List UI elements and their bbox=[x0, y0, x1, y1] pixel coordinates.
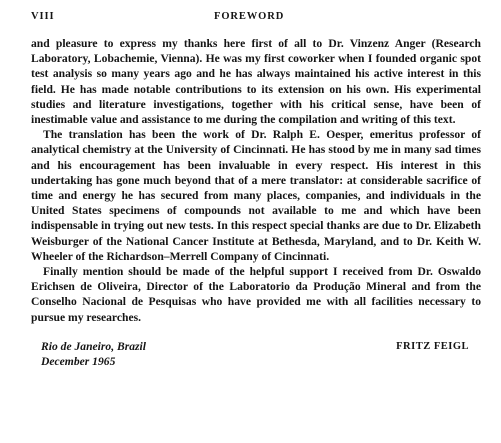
paragraph-translation: The translation has been the work of Dr. Ralph E. Oesper, emeritus professor of analytical chemistry at the University of Cincinnati. He has stood by me in many sad times and his encouragement has been invaluable in every respect. His interest in this undertaking has gone much beyond that of a mere translator: at considerable sacrifice of time and energy he has secured from many places, companies, and individuals in the United States specimens of compounds not available to me and which have been indispensable in trying out new tests. In this respect special thanks are due to Dr. Elizabeth Weisburger of the National Cancer Institute at Bethesda, Maryland, and to Dr. Keith W. Wheeler of the Richardson–Merrell Company of Cincinnati. bbox=[31, 128, 481, 263]
foreword-body bbox=[31, 36, 481, 325]
paragraph-support: Finally mention should be made of the helpful support I received from Dr. Oswaldo Erichsen de Oliveira, Director of the Laboratorio da Produção Mineral and from the Conselho Nacional de Pesquisas who have provided me with all facilities necessary to pursue my researches. bbox=[31, 265, 481, 324]
running-head bbox=[31, 11, 481, 27]
page-number: VIII bbox=[31, 11, 55, 22]
signoff bbox=[31, 339, 481, 373]
author-signature: FRITZ FEIGL bbox=[396, 340, 469, 352]
book-page bbox=[31, 11, 481, 373]
place: Rio de Janeiro, Brazil bbox=[41, 339, 147, 353]
paragraph-continuation: and pleasure to express my thanks here first of all to Dr. Vinzenz Anger (Research Laboratory, Lobachemie, Vienna). He was my first coworker when I founded organic spot test analysis so many years ago and he has always maintained his active interest in this field. He has made notable contributions to its extension on his own. His experimental studies and literature investigations, together with his critical sense, have been of inestimable value and assistance to me during the compilation and writing of this text. bbox=[31, 37, 481, 127]
place-date bbox=[41, 339, 146, 369]
section-title: FOREWORD bbox=[214, 11, 285, 22]
date: December 1965 bbox=[41, 355, 116, 369]
